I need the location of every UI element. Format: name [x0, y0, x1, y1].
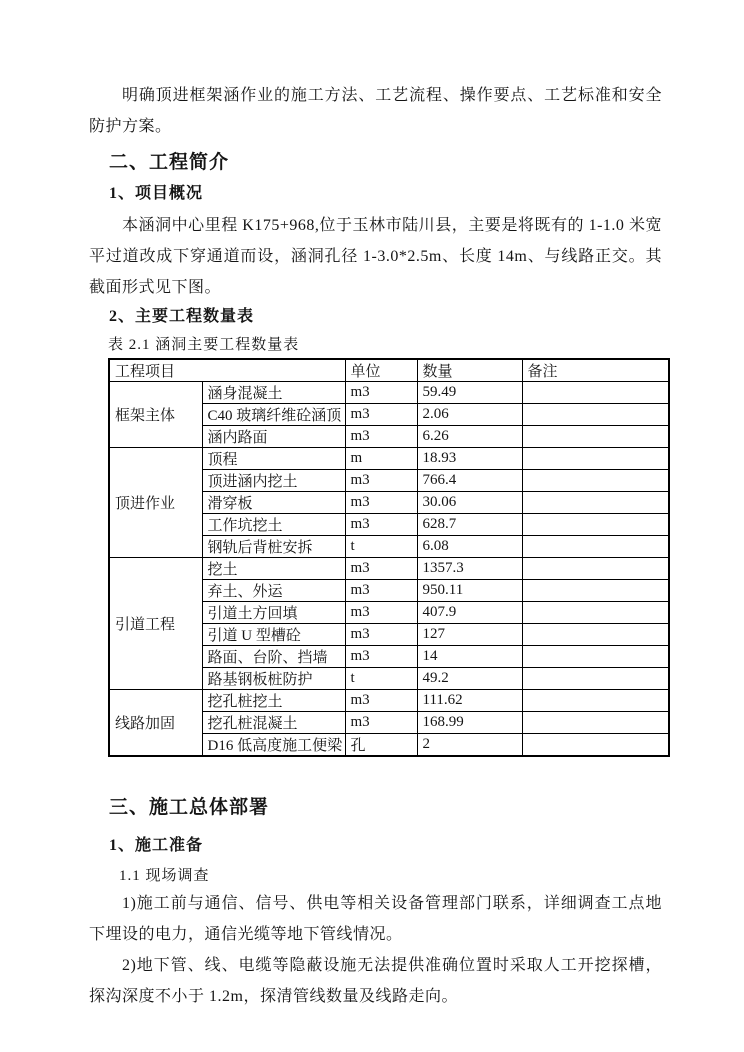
quantity-cell: 407.9 — [417, 602, 522, 624]
group-name-cell: 引道工程 — [109, 558, 202, 690]
unit-cell: m3 — [345, 558, 417, 580]
quantity-cell: 6.26 — [417, 426, 522, 448]
quantity-cell: 18.93 — [417, 448, 522, 470]
quantity-cell: 628.7 — [417, 514, 522, 536]
unit-cell: m3 — [345, 492, 417, 514]
survey-paragraph-2: 2)地下管、线、电缆等隐蔽设施无法提供准确位置时采取人工开挖探槽，探沟深度不小于 1.2m，探清管线数量及线路走向。 — [89, 957, 662, 1005]
item-cell: 滑穿板 — [202, 492, 345, 514]
unit-cell: t — [345, 536, 417, 558]
remark-cell — [522, 492, 669, 514]
heading-section-deployment: 三、施工总体部署 — [109, 797, 270, 818]
item-cell: C40 玻璃纤维砼涵顶 — [202, 404, 345, 426]
remark-cell — [522, 536, 669, 558]
item-cell: 顶进涵内挖土 — [202, 470, 345, 492]
item-cell: 涵身混凝土 — [202, 382, 345, 404]
unit-cell: m3 — [345, 514, 417, 536]
remark-cell — [522, 712, 669, 734]
quantity-cell: 49.2 — [417, 668, 522, 690]
quantity-cell: 2 — [417, 734, 522, 757]
remark-cell — [522, 426, 669, 448]
quantity-table — [108, 358, 670, 757]
unit-cell: m3 — [345, 382, 417, 404]
item-cell: 路面、台阶、挡墙 — [202, 646, 345, 668]
table-caption: 表 2.1 涵洞主要工程数量表 — [108, 337, 300, 353]
remark-cell — [522, 690, 669, 712]
item-cell: 工作坑挖土 — [202, 514, 345, 536]
quantity-cell: 14 — [417, 646, 522, 668]
unit-cell: m — [345, 448, 417, 470]
remark-cell — [522, 580, 669, 602]
quantity-cell: 30.06 — [417, 492, 522, 514]
table-row — [109, 690, 669, 712]
item-cell: 顶程 — [202, 448, 345, 470]
unit-cell: t — [345, 668, 417, 690]
remark-cell — [522, 382, 669, 404]
quantity-cell: 111.62 — [417, 690, 522, 712]
unit-cell: m3 — [345, 712, 417, 734]
item-cell: 引道 U 型槽砼 — [202, 624, 345, 646]
remark-cell — [522, 668, 669, 690]
heading-site-survey: 1.1 现场调查 — [119, 868, 210, 884]
unit-cell: m3 — [345, 646, 417, 668]
column-header-unit: 单位 — [345, 359, 417, 382]
remark-cell — [522, 624, 669, 646]
quantity-cell: 766.4 — [417, 470, 522, 492]
unit-cell: 孔 — [345, 734, 417, 757]
group-name-cell: 顶进作业 — [109, 448, 202, 558]
table-row — [109, 382, 669, 404]
item-cell: 钢轨后背桩安拆 — [202, 536, 345, 558]
remark-cell — [522, 404, 669, 426]
column-header-remark: 备注 — [522, 359, 669, 382]
unit-cell: m3 — [345, 470, 417, 492]
quantity-cell: 1357.3 — [417, 558, 522, 580]
remark-cell — [522, 558, 669, 580]
heading-quantity-table-section: 2、主要工程数量表 — [109, 308, 255, 325]
group-name-cell: 框架主体 — [109, 382, 202, 448]
quantity-cell: 168.99 — [417, 712, 522, 734]
remark-cell — [522, 448, 669, 470]
table-row — [109, 448, 669, 470]
quantity-cell: 127 — [417, 624, 522, 646]
unit-cell: m3 — [345, 426, 417, 448]
heading-construction-preparation: 1、施工准备 — [109, 837, 204, 854]
remark-cell — [522, 646, 669, 668]
item-cell: 挖孔桩混凝土 — [202, 712, 345, 734]
intro-paragraph: 明确顶进框架涵作业的施工方法、工艺流程、操作要点、工艺标准和安全防护方案。 — [89, 87, 662, 135]
quantity-cell: 6.08 — [417, 536, 522, 558]
remark-cell — [522, 734, 669, 757]
item-cell: D16 低高度施工便梁 — [202, 734, 345, 757]
unit-cell: m3 — [345, 602, 417, 624]
heading-section-project-brief: 二、工程简介 — [109, 152, 230, 173]
item-cell: 挖孔桩挖土 — [202, 690, 345, 712]
remark-cell — [522, 514, 669, 536]
overview-paragraph: 本涵洞中心里程 K175+968,位于玉林市陆川县，主要是将既有的 1-1.0 米宽平过道改成下穿通道而设，涵洞孔径 1-3.0*2.5m、长度 14m、与线路正交。其截面形式见下图。 — [89, 217, 662, 296]
remark-cell — [522, 602, 669, 624]
item-cell: 涵内路面 — [202, 426, 345, 448]
table-row — [109, 558, 669, 580]
group-name-cell: 线路加固 — [109, 690, 202, 757]
survey-paragraph-1: 1)施工前与通信、信号、供电等相关设备管理部门联系，详细调查工点地下埋设的电力，通信光缆等地下管线情况。 — [89, 895, 662, 943]
unit-cell: m3 — [345, 690, 417, 712]
quantity-cell: 2.06 — [417, 404, 522, 426]
quantity-cell: 950.11 — [417, 580, 522, 602]
item-cell: 挖土 — [202, 558, 345, 580]
table-header-row — [109, 359, 669, 382]
item-cell: 路基钢板桩防护 — [202, 668, 345, 690]
remark-cell — [522, 470, 669, 492]
heading-project-overview: 1、项目概况 — [109, 185, 204, 202]
column-header-item: 工程项目 — [109, 359, 345, 382]
item-cell: 弃土、外运 — [202, 580, 345, 602]
item-cell: 引道土方回填 — [202, 602, 345, 624]
quantity-cell: 59.49 — [417, 382, 522, 404]
unit-cell: m3 — [345, 624, 417, 646]
column-header-quantity: 数量 — [417, 359, 522, 382]
unit-cell: m3 — [345, 580, 417, 602]
unit-cell: m3 — [345, 404, 417, 426]
